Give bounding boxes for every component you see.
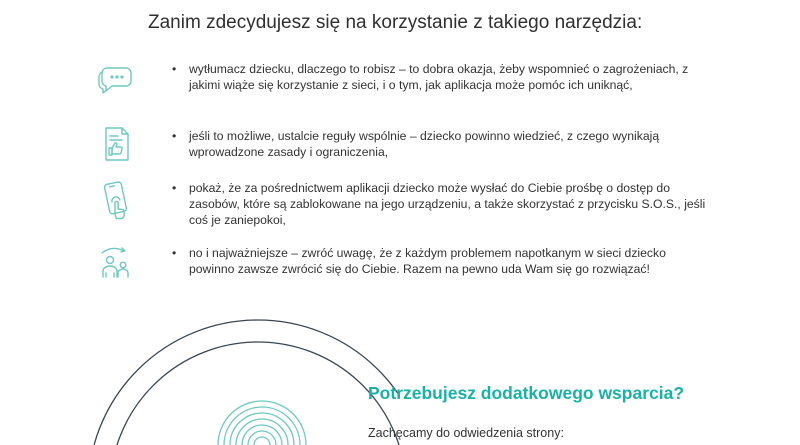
phone-touch-icon (96, 180, 136, 220)
bullet: • (172, 246, 177, 260)
parent-child-icon (96, 243, 136, 283)
list-item (172, 128, 712, 160)
bullet: • (172, 129, 177, 143)
list-item-text: no i najważniejsze – zwróć uwagę, że z każdym problemem napotkanym w sieci dziecko powinno zawsze zwrócić się do Ciebie. Razem na pewno uda Wam się go rozwiązać! (189, 246, 666, 276)
decorative-rings (0, 300, 400, 445)
bullet: • (172, 181, 177, 195)
list-item-text: pokaż, że za pośrednictwem aplikacji dziecko może wysłać do Ciebie prośbę o dostęp do zasobów, które są zablokowane na jego urządzeniu, a także skorzystać z przycisku S.O.S., jeśli coś je zaniepokoi, (189, 181, 706, 227)
list-item-text: wytłumacz dziecku, dlaczego to robisz – to dobra okazja, żeby wspomnieć o zagrożeniach, z jakimi wiąże się korzystanie z sieci, i o tym, jak aplikacja może pomóc ich uniknąć, (189, 62, 689, 92)
document-thumbs-up-icon (96, 124, 136, 164)
chat-bubbles-icon (96, 58, 136, 98)
list-item (172, 180, 712, 228)
support-subtext: Zachęcamy do odwiedzenia strony: (368, 426, 564, 440)
list-item (172, 245, 712, 277)
fingerprint-icon (218, 401, 306, 445)
support-heading: Potrzebujesz dodatkowego wsparcia? (368, 383, 685, 403)
bullet: • (172, 62, 177, 76)
list-item (172, 61, 712, 93)
section-heading: Zanim zdecydujesz się na korzystanie z takiego narzędzia: (148, 12, 643, 33)
list-item-text: jeśli to możliwe, ustalcie reguły wspólnie – dziecko powinno wiedzieć, z czego wynikają wprowadzone zasady i ograniczenia, (189, 129, 660, 159)
